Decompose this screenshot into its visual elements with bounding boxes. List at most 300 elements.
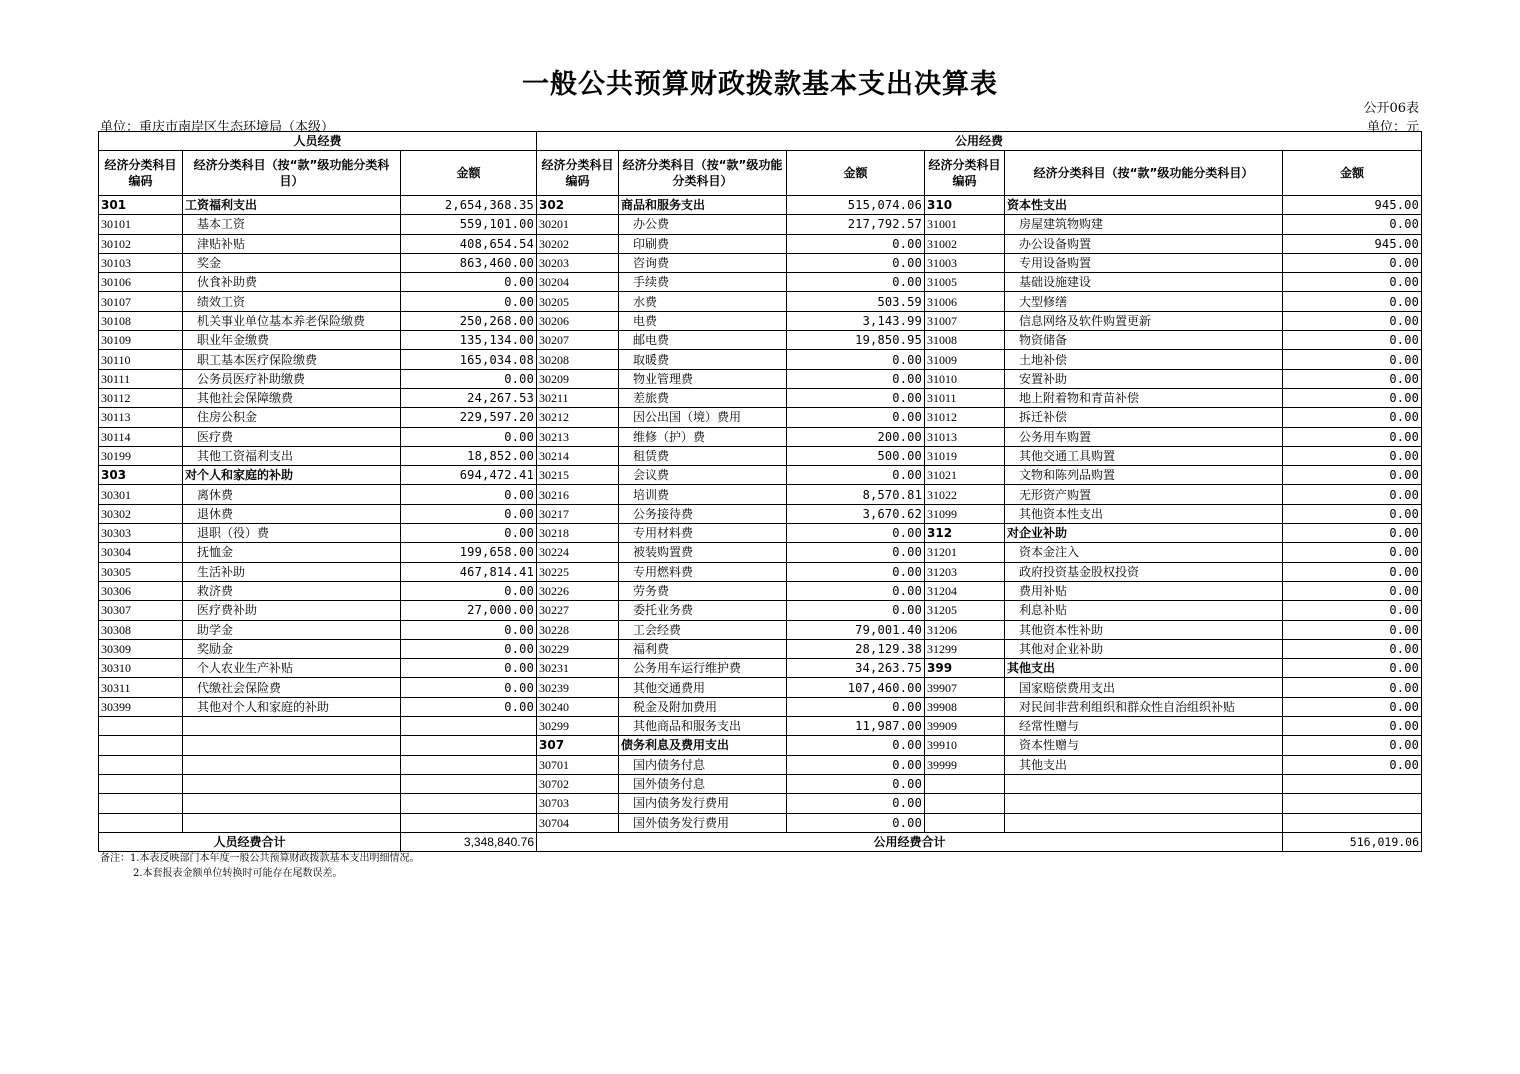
table-row (99, 234, 1422, 253)
code-cell: 39908 (925, 697, 1005, 716)
code-cell: 39910 (925, 736, 1005, 755)
code-cell: 39999 (925, 755, 1005, 774)
code-cell: 30108 (99, 311, 183, 330)
code-cell: 31003 (925, 253, 1005, 272)
code-cell: 30305 (99, 562, 183, 581)
table-row (99, 388, 1422, 407)
table-row (99, 253, 1422, 272)
code-cell: 31204 (925, 581, 1005, 600)
code-cell: 30231 (537, 659, 619, 678)
name-cell: 咨询费 (619, 253, 787, 272)
name-cell (183, 813, 401, 832)
code-cell: 31010 (925, 369, 1005, 388)
name-cell: 被装购置费 (619, 543, 787, 562)
amount-cell: 408,654.54 (401, 234, 537, 253)
amount-cell (401, 774, 537, 793)
table-row (99, 581, 1422, 600)
code-cell: 30240 (537, 697, 619, 716)
amount-cell: 515,074.06 (787, 196, 925, 215)
amount-cell: 945.00 (1283, 234, 1422, 253)
personnel-total-label: 人员经费合计 (99, 832, 401, 851)
table-row (99, 755, 1422, 774)
name-cell: 利息补贴 (1005, 601, 1283, 620)
reporting-unit: 单位：重庆市南岸区生态环境局（本级） (100, 120, 335, 135)
amount-cell: 8,570.81 (787, 485, 925, 504)
amount-cell (1283, 794, 1422, 813)
code-cell: 303 (99, 466, 183, 485)
name-cell: 职工基本医疗保险缴费 (183, 350, 401, 369)
amount-cell: 0.00 (1283, 504, 1422, 523)
name-cell: 文物和陈列品购置 (1005, 466, 1283, 485)
name-cell: 公务接待费 (619, 504, 787, 523)
amount-cell: 0.00 (787, 697, 925, 716)
amount-cell (1283, 813, 1422, 832)
amount-cell: 200.00 (787, 427, 925, 446)
amount-cell: 0.00 (787, 466, 925, 485)
table-row (99, 562, 1422, 581)
name-cell: 公务用车运行维护费 (619, 659, 787, 678)
code-cell (99, 813, 183, 832)
name-cell: 信息网络及软件购置更新 (1005, 311, 1283, 330)
code-cell: 31005 (925, 273, 1005, 292)
code-cell: 30704 (537, 813, 619, 832)
name-cell: 安置补助 (1005, 369, 1283, 388)
code-cell: 30202 (537, 234, 619, 253)
amount-cell: 0.00 (401, 697, 537, 716)
table-row (99, 369, 1422, 388)
code-cell: 30701 (537, 755, 619, 774)
name-cell (1005, 794, 1283, 813)
name-cell: 经常性赠与 (1005, 717, 1283, 736)
name-cell: 退休费 (183, 504, 401, 523)
amount-cell: 19,850.95 (787, 331, 925, 350)
code-cell: 30308 (99, 620, 183, 639)
amount-cell (401, 755, 537, 774)
name-cell: 维修（护）费 (619, 427, 787, 446)
amount-cell: 694,472.41 (401, 466, 537, 485)
name-cell: 电费 (619, 311, 787, 330)
amount-cell: 0.00 (1283, 659, 1422, 678)
name-cell: 其他资本性支出 (1005, 504, 1283, 523)
amount-cell: 0.00 (1283, 717, 1422, 736)
name-cell: 对个人和家庭的补助 (183, 466, 401, 485)
code-cell: 30302 (99, 504, 183, 523)
code-cell: 30213 (537, 427, 619, 446)
amount-cell: 0.00 (401, 504, 537, 523)
code-cell: 30112 (99, 388, 183, 407)
table-row (99, 543, 1422, 562)
personnel-total-value: 3,348,840.76 (401, 832, 537, 851)
table-row (99, 524, 1422, 543)
amount-cell: 503.59 (787, 292, 925, 311)
name-cell: 商品和服务支出 (619, 196, 787, 215)
name-cell: 资本性支出 (1005, 196, 1283, 215)
code-cell: 30226 (537, 581, 619, 600)
code-cell: 30216 (537, 485, 619, 504)
amount-cell: 0.00 (1283, 543, 1422, 562)
amount-cell: 0.00 (401, 524, 537, 543)
name-cell: 物业管理费 (619, 369, 787, 388)
amount-cell: 165,034.08 (401, 350, 537, 369)
section-personnel: 人员经费 (99, 132, 537, 151)
code-cell: 30228 (537, 620, 619, 639)
code-cell: 30102 (99, 234, 183, 253)
amount-cell: 0.00 (787, 543, 925, 562)
amount-cell: 0.00 (787, 524, 925, 543)
code-cell: 30227 (537, 601, 619, 620)
amount-cell: 107,460.00 (787, 678, 925, 697)
code-cell: 39907 (925, 678, 1005, 697)
column-header-row (99, 151, 1422, 196)
name-cell: 工资福利支出 (183, 196, 401, 215)
amount-cell: 250,268.00 (401, 311, 537, 330)
amount-cell: 229,597.20 (401, 408, 537, 427)
name-cell: 专用燃料费 (619, 562, 787, 581)
code-cell: 31009 (925, 350, 1005, 369)
amount-cell: 467,814.41 (401, 562, 537, 581)
amount-cell: 0.00 (1283, 697, 1422, 716)
name-cell: 其他交通工具购置 (1005, 446, 1283, 465)
code-cell: 30206 (537, 311, 619, 330)
amount-cell (401, 736, 537, 755)
name-cell: 其他对企业补助 (1005, 639, 1283, 658)
amount-cell: 0.00 (1283, 331, 1422, 350)
col-name-2: 经济分类科目（按“款”级功能分类科目） (619, 151, 787, 196)
amount-cell: 0.00 (787, 794, 925, 813)
amount-cell: 0.00 (787, 350, 925, 369)
name-cell: 专用设备购置 (1005, 253, 1283, 272)
amount-cell: 27,000.00 (401, 601, 537, 620)
amount-cell: 945.00 (1283, 196, 1422, 215)
table-row (99, 620, 1422, 639)
name-cell (183, 755, 401, 774)
amount-cell: 0.00 (787, 253, 925, 272)
code-cell: 30199 (99, 446, 183, 465)
table-row (99, 408, 1422, 427)
totals-row (99, 832, 1422, 851)
name-cell: 水费 (619, 292, 787, 311)
name-cell: 基本工资 (183, 215, 401, 234)
name-cell: 印刷费 (619, 234, 787, 253)
name-cell: 退职（役）费 (183, 524, 401, 543)
name-cell: 对民间非营利组织和群众性自治组织补贴 (1005, 697, 1283, 716)
amount-cell: 0.00 (787, 581, 925, 600)
amount-cell (401, 813, 537, 832)
name-cell: 国内债务发行费用 (619, 794, 787, 813)
name-cell: 土地补偿 (1005, 350, 1283, 369)
code-cell (99, 794, 183, 813)
code-cell: 30110 (99, 350, 183, 369)
name-cell: 培训费 (619, 485, 787, 504)
expenditure-table (98, 131, 1422, 852)
code-cell: 31299 (925, 639, 1005, 658)
amount-cell: 0.00 (1283, 446, 1422, 465)
code-cell: 30304 (99, 543, 183, 562)
name-cell: 奖金 (183, 253, 401, 272)
code-cell: 30207 (537, 331, 619, 350)
amount-cell: 0.00 (1283, 601, 1422, 620)
code-cell: 30215 (537, 466, 619, 485)
col-amount-1: 金额 (401, 151, 537, 196)
amount-cell: 0.00 (401, 369, 537, 388)
code-cell: 31205 (925, 601, 1005, 620)
amount-cell: 3,670.62 (787, 504, 925, 523)
amount-cell: 79,001.40 (787, 620, 925, 639)
amount-cell: 3,143.99 (787, 311, 925, 330)
name-cell: 房屋建筑物购建 (1005, 215, 1283, 234)
code-cell (925, 813, 1005, 832)
amount-cell: 0.00 (1283, 427, 1422, 446)
name-cell: 拆迁补偿 (1005, 408, 1283, 427)
public-total-label: 公用经费合计 (537, 832, 1283, 851)
code-cell: 399 (925, 659, 1005, 678)
code-cell: 30101 (99, 215, 183, 234)
name-cell: 税金及附加费用 (619, 697, 787, 716)
amount-cell: 0.00 (1283, 369, 1422, 388)
section-public: 公用经费 (537, 132, 1422, 151)
amount-cell: 0.00 (401, 427, 537, 446)
amount-cell: 0.00 (1283, 581, 1422, 600)
code-cell (925, 794, 1005, 813)
code-cell: 30399 (99, 697, 183, 716)
amount-cell: 135,134.00 (401, 331, 537, 350)
currency-unit: 单位：元 (1366, 120, 1419, 135)
code-cell (99, 755, 183, 774)
name-cell: 国外债务发行费用 (619, 813, 787, 832)
name-cell: 基础设施建设 (1005, 273, 1283, 292)
name-cell: 其他工资福利支出 (183, 446, 401, 465)
name-cell: 其他社会保障缴费 (183, 388, 401, 407)
name-cell (183, 736, 401, 755)
amount-cell (1283, 774, 1422, 793)
name-cell: 生活补助 (183, 562, 401, 581)
name-cell: 其他资本性补助 (1005, 620, 1283, 639)
public-total-value: 516,019.06 (1283, 832, 1422, 851)
code-cell: 30229 (537, 639, 619, 658)
code-cell: 30203 (537, 253, 619, 272)
code-cell: 30225 (537, 562, 619, 581)
amount-cell: 0.00 (1283, 466, 1422, 485)
name-cell: 其他商品和服务支出 (619, 717, 787, 736)
code-cell: 30311 (99, 678, 183, 697)
amount-cell: 0.00 (1283, 485, 1422, 504)
code-cell: 31203 (925, 562, 1005, 581)
amount-cell: 0.00 (787, 234, 925, 253)
name-cell: 费用补贴 (1005, 581, 1283, 600)
code-cell: 307 (537, 736, 619, 755)
amount-cell: 0.00 (787, 388, 925, 407)
code-cell: 30209 (537, 369, 619, 388)
code-cell: 30114 (99, 427, 183, 446)
amount-cell: 0.00 (401, 273, 537, 292)
code-cell (99, 736, 183, 755)
name-cell: 公务员医疗补助缴费 (183, 369, 401, 388)
amount-cell: 0.00 (1283, 292, 1422, 311)
amount-cell (401, 717, 537, 736)
page-title: 一般公共预算财政拨款基本支出决算表 (522, 69, 998, 100)
name-cell: 其他支出 (1005, 755, 1283, 774)
name-cell (183, 717, 401, 736)
amount-cell: 0.00 (401, 292, 537, 311)
amount-cell: 0.00 (787, 774, 925, 793)
footnote-2: 2.本套报表金额单位转换时可能存在尾数误差。 (133, 868, 343, 879)
amount-cell: 0.00 (787, 601, 925, 620)
amount-cell: 0.00 (1283, 311, 1422, 330)
col-code-2: 经济分类科目编码 (537, 151, 619, 196)
table-row (99, 446, 1422, 465)
name-cell: 国家赔偿费用支出 (1005, 678, 1283, 697)
amount-cell: 0.00 (1283, 350, 1422, 369)
amount-cell: 863,460.00 (401, 253, 537, 272)
name-cell: 物资储备 (1005, 331, 1283, 350)
code-cell: 30217 (537, 504, 619, 523)
amount-cell: 0.00 (1283, 755, 1422, 774)
name-cell: 取暖费 (619, 350, 787, 369)
amount-cell (401, 794, 537, 813)
code-cell: 30111 (99, 369, 183, 388)
amount-cell: 11,987.00 (787, 717, 925, 736)
code-cell: 31013 (925, 427, 1005, 446)
name-cell: 医疗费补助 (183, 601, 401, 620)
table-row (99, 794, 1422, 813)
code-cell: 30103 (99, 253, 183, 272)
name-cell: 差旅费 (619, 388, 787, 407)
amount-cell: 0.00 (1283, 524, 1422, 543)
code-cell: 31007 (925, 311, 1005, 330)
name-cell: 办公设备购置 (1005, 234, 1283, 253)
name-cell: 住房公积金 (183, 408, 401, 427)
amount-cell: 199,658.00 (401, 543, 537, 562)
code-cell: 30113 (99, 408, 183, 427)
amount-cell: 34,263.75 (787, 659, 925, 678)
amount-cell: 0.00 (1283, 408, 1422, 427)
name-cell: 公务用车购置 (1005, 427, 1283, 446)
code-cell: 30204 (537, 273, 619, 292)
code-cell: 30299 (537, 717, 619, 736)
amount-cell: 0.00 (401, 485, 537, 504)
name-cell: 租赁费 (619, 446, 787, 465)
table-row (99, 466, 1422, 485)
table-row (99, 659, 1422, 678)
code-cell: 301 (99, 196, 183, 215)
name-cell (1005, 813, 1283, 832)
name-cell (183, 794, 401, 813)
code-cell (99, 774, 183, 793)
name-cell: 对企业补助 (1005, 524, 1283, 543)
code-cell: 31099 (925, 504, 1005, 523)
amount-cell: 0.00 (1283, 253, 1422, 272)
name-cell: 债务利息及费用支出 (619, 736, 787, 755)
code-cell: 30224 (537, 543, 619, 562)
code-cell: 310 (925, 196, 1005, 215)
name-cell: 抚恤金 (183, 543, 401, 562)
amount-cell: 559,101.00 (401, 215, 537, 234)
table-row (99, 736, 1422, 755)
amount-cell: 24,267.53 (401, 388, 537, 407)
col-code-3: 经济分类科目编码 (925, 151, 1005, 196)
amount-cell: 0.00 (401, 639, 537, 658)
name-cell: 委托业务费 (619, 601, 787, 620)
amount-cell: 0.00 (1283, 388, 1422, 407)
table-row (99, 717, 1422, 736)
code-cell (99, 717, 183, 736)
name-cell: 资本金注入 (1005, 543, 1283, 562)
code-cell (925, 774, 1005, 793)
name-cell: 无形资产购置 (1005, 485, 1283, 504)
code-cell: 31012 (925, 408, 1005, 427)
code-cell: 31001 (925, 215, 1005, 234)
amount-cell: 18,852.00 (401, 446, 537, 465)
code-cell: 30301 (99, 485, 183, 504)
table-row (99, 273, 1422, 292)
code-cell: 30109 (99, 331, 183, 350)
name-cell: 职业年金缴费 (183, 331, 401, 350)
code-cell: 39909 (925, 717, 1005, 736)
name-cell: 资本性赠与 (1005, 736, 1283, 755)
amount-cell: 0.00 (787, 755, 925, 774)
name-cell (1005, 774, 1283, 793)
amount-cell: 0.00 (1283, 736, 1422, 755)
name-cell: 大型修缮 (1005, 292, 1283, 311)
code-cell: 31201 (925, 543, 1005, 562)
table-row (99, 427, 1422, 446)
amount-cell: 0.00 (787, 369, 925, 388)
name-cell: 医疗费 (183, 427, 401, 446)
table-row (99, 485, 1422, 504)
code-cell: 30211 (537, 388, 619, 407)
table-row (99, 292, 1422, 311)
name-cell: 离休费 (183, 485, 401, 504)
form-number: 公开06表 (1363, 101, 1419, 116)
name-cell: 绩效工资 (183, 292, 401, 311)
amount-cell: 0.00 (401, 659, 537, 678)
amount-cell: 0.00 (1283, 620, 1422, 639)
code-cell: 312 (925, 524, 1005, 543)
name-cell (183, 774, 401, 793)
code-cell: 30107 (99, 292, 183, 311)
code-cell: 30309 (99, 639, 183, 658)
table-row (99, 697, 1422, 716)
amount-cell: 0.00 (787, 562, 925, 581)
amount-cell: 28,129.38 (787, 639, 925, 658)
code-cell: 30212 (537, 408, 619, 427)
name-cell: 因公出国（境）费用 (619, 408, 787, 427)
amount-cell: 0.00 (1283, 639, 1422, 658)
code-cell: 30307 (99, 601, 183, 620)
table-row (99, 215, 1422, 234)
code-cell: 30214 (537, 446, 619, 465)
amount-cell: 2,654,368.35 (401, 196, 537, 215)
col-amount-3: 金额 (1283, 151, 1422, 196)
table-row (99, 774, 1422, 793)
table-row (99, 639, 1422, 658)
table-row (99, 504, 1422, 523)
name-cell: 国外债务付息 (619, 774, 787, 793)
code-cell: 30201 (537, 215, 619, 234)
table-row (99, 331, 1422, 350)
name-cell: 个人农业生产补贴 (183, 659, 401, 678)
amount-cell: 500.00 (787, 446, 925, 465)
name-cell: 救济费 (183, 581, 401, 600)
name-cell: 代缴社会保险费 (183, 678, 401, 697)
code-cell: 31011 (925, 388, 1005, 407)
code-cell: 30205 (537, 292, 619, 311)
name-cell: 其他支出 (1005, 659, 1283, 678)
amount-cell: 0.00 (787, 813, 925, 832)
amount-cell: 0.00 (787, 408, 925, 427)
code-cell: 31008 (925, 331, 1005, 350)
code-cell: 30702 (537, 774, 619, 793)
